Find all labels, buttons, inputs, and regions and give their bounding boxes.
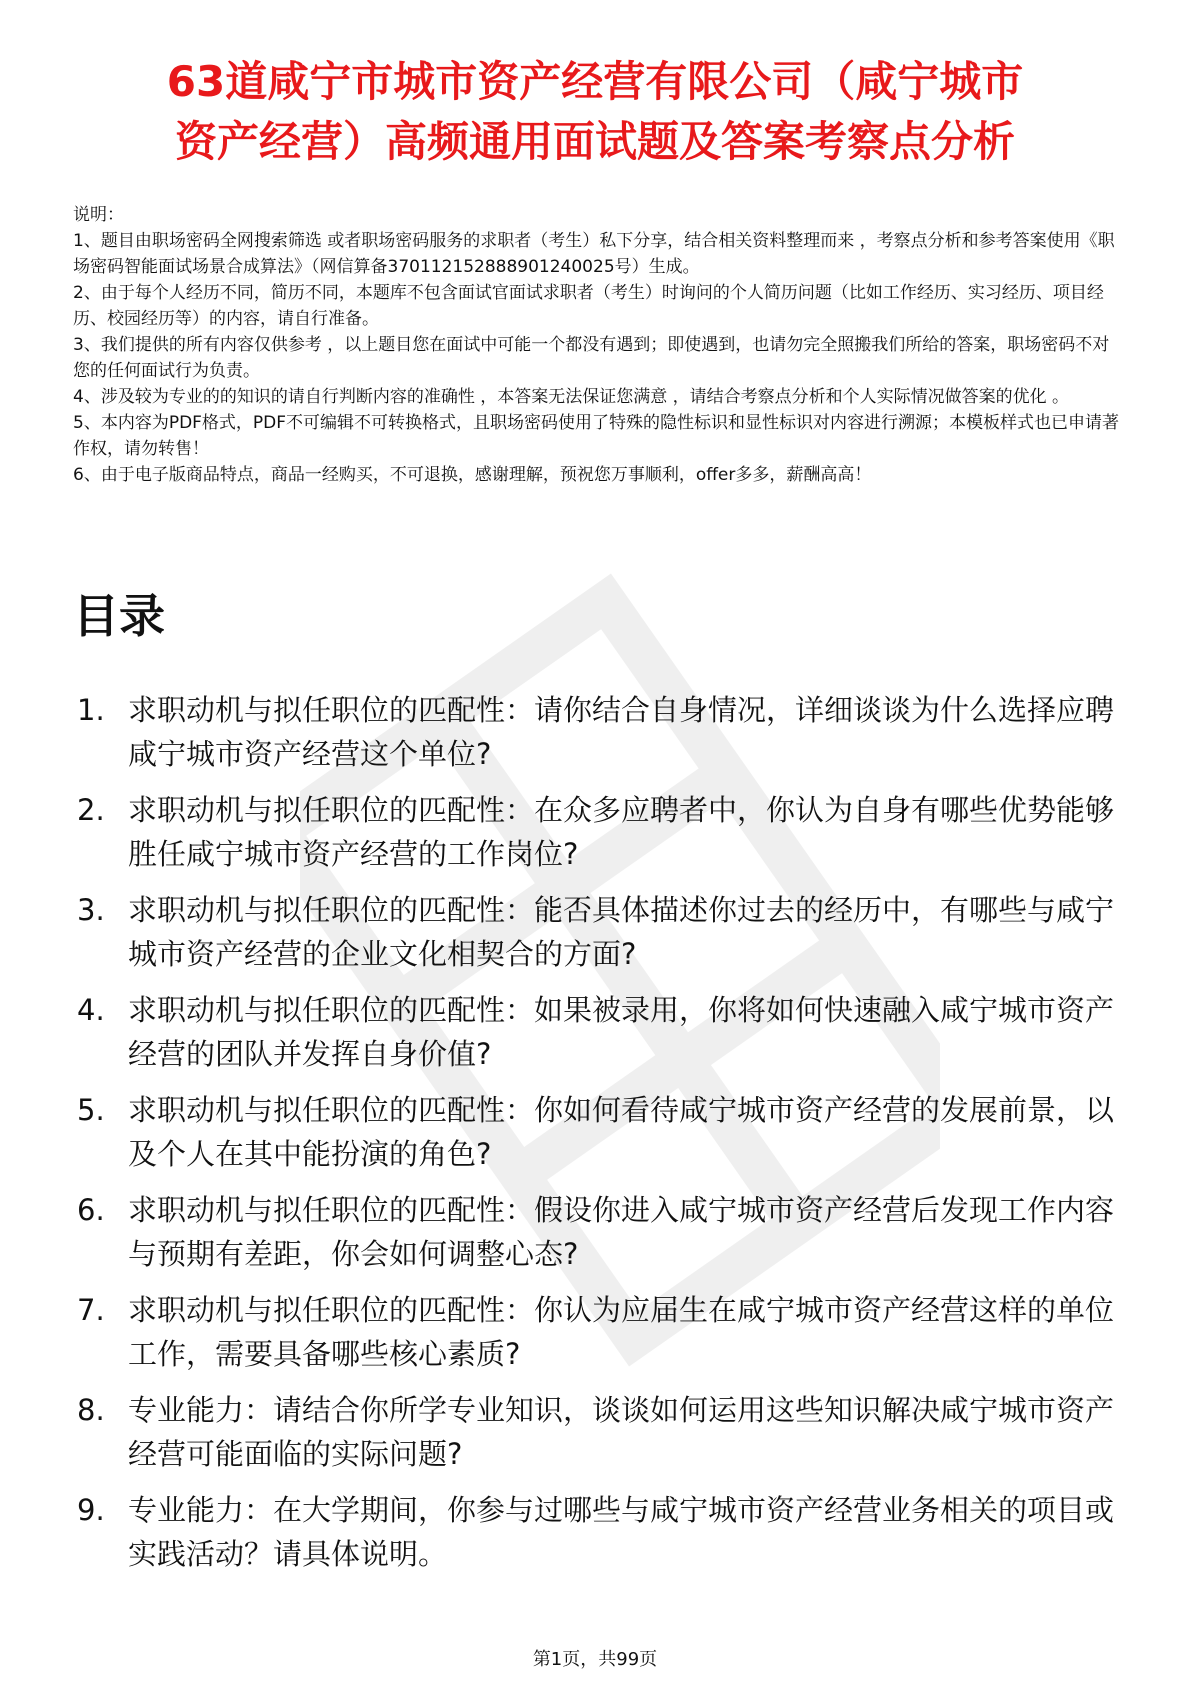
toc-item-number: 2. [77,793,105,827]
toc-item-number: 4. [77,993,105,1027]
toc-item[interactable] [73,888,1123,976]
toc-item[interactable] [73,1488,1123,1576]
note-item: 2、由于每个人经历不同，简历不同，本题库不包含面试官面试求职者（考生）时询问的个人简历问题（比如工作经历、实习经历、项目经历、校园经历等）的内容，请自行准备。 [73,283,1104,329]
toc-item[interactable] [73,1188,1123,1276]
toc-item-text: 求职动机与拟任职位的匹配性：能否具体描述你过去的经历中，有哪些与咸宁城市资产经营的企业文化相契合的方面? [128,893,1115,971]
toc-item[interactable] [73,1388,1123,1476]
toc-item-number: 3. [77,893,105,927]
toc-item-number: 7. [77,1293,105,1327]
document-title-line-1: 63道咸宁市城市资产经营有限公司（咸宁城市 [166,57,1024,106]
toc-item-text: 专业能力：请结合你所学专业知识，谈谈如何运用这些知识解决咸宁城市资产经营可能面临的实际问题? [128,1393,1115,1471]
toc-item-text: 求职动机与拟任职位的匹配性：请你结合自身情况，详细谈谈为什么选择应聘咸宁城市资产经营这个单位? [128,693,1115,771]
toc-item-text: 求职动机与拟任职位的匹配性：你认为应届生在咸宁城市资产经营这样的单位工作，需要具备哪些核心素质? [128,1293,1115,1371]
document-title-line-2: 资产经营）高频通用面试题及答案考察点分析 [174,117,1015,166]
toc-item[interactable] [73,988,1123,1076]
document-title [60,52,1130,172]
toc-item-text: 专业能力：在大学期间，你参与过哪些与咸宁城市资产经营业务相关的项目或实践活动？请具体说明。 [128,1493,1115,1571]
toc-item-number: 6. [77,1193,105,1227]
toc-item-number: 5. [77,1093,105,1127]
note-item: 4、涉及较为专业的的知识的请自行判断内容的准确性 ，本答案无法保证您满意 ，请结合考察点分析和个人实际情况做答案的优化 。 [73,387,1070,407]
toc-item[interactable] [73,788,1123,876]
toc-item-text: 求职动机与拟任职位的匹配性：如果被录用，你将如何快速融入咸宁城市资产经营的团队并发挥自身价值? [128,993,1115,1071]
toc-heading: 目录 [73,589,165,643]
notes-section [73,202,1123,488]
toc-item-text: 求职动机与拟任职位的匹配性：在众多应聘者中，你认为自身有哪些优势能够胜任咸宁城市资产经营的工作岗位? [128,793,1115,871]
toc-item-number: 8. [77,1393,105,1427]
toc-list [73,688,1123,1588]
toc-item[interactable] [73,1288,1123,1376]
page-number: 第1页，共99页 [532,1649,658,1670]
notes-label: 说明： [73,205,124,225]
toc-item-number: 9. [77,1493,105,1527]
note-item: 3、我们提供的所有内容仅供参考 ，以上题目您在面试中可能一个都没有遇到；即使遇到，也请勿完全照搬我们所给的答案，职场密码不对您的任何面试行为负责。 [73,335,1110,381]
toc-item-text: 求职动机与拟任职位的匹配性：假设你进入咸宁城市资产经营后发现工作内容与预期有差距，你会如何调整心态? [128,1193,1115,1271]
toc-item-text: 求职动机与拟任职位的匹配性：你如何看待咸宁城市资产经营的发展前景，以及个人在其中能扮演的角色? [128,1093,1115,1171]
toc-item[interactable] [73,688,1123,776]
note-item: 6、由于电子版商品特点，商品一经购买，不可退换，感谢理解，预祝您万事顺利，offer多多，薪酬高高！ [73,465,872,485]
note-item: 5、本内容为PDF格式，PDF不可编辑不可转换格式，且职场密码使用了特殊的隐性标识和显性标识对内容进行溯源；本模板样式也已申请著作权，请勿转售！ [73,413,1120,459]
toc-item[interactable] [73,1088,1123,1176]
toc-item-number: 1. [77,693,105,727]
note-item: 1、题目由职场密码全网搜索筛选 或者职场密码服务的求职者（考生）私下分享，结合相关资料整理而来 ，考察点分析和参考答案使用《职场密码智能面试场景合成算法》（网信算备370112152888901240025号）生成。 [73,231,1115,277]
